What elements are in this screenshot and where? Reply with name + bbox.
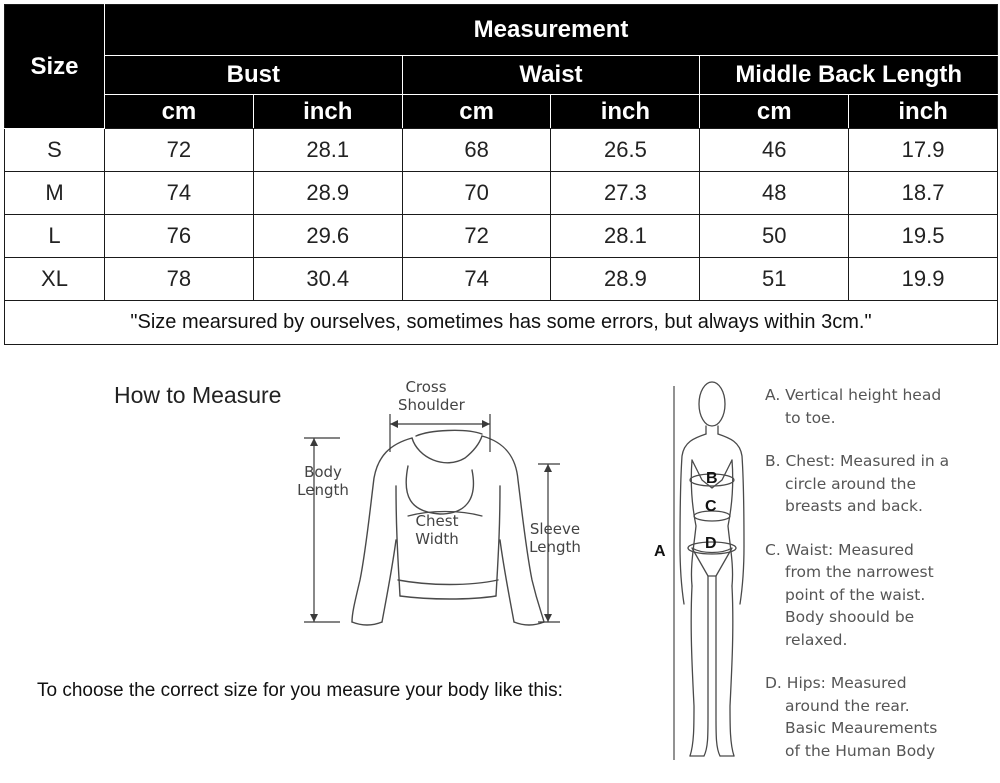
value-cell: 50: [700, 215, 849, 258]
chest-width-label: Chest Width: [415, 512, 459, 548]
value-cell: 26.5: [551, 129, 700, 172]
table-row: [5, 215, 998, 258]
tolerance-note: "Size mearsured by ourselves, sometimes has some errors, but always within 3cm.": [5, 301, 998, 345]
how-to-measure-title: How to Measure: [114, 382, 282, 408]
value-cell: 72: [402, 215, 551, 258]
body-length-label: Body Length: [297, 463, 349, 499]
value-cell: 70: [402, 172, 551, 215]
size-cell: M: [5, 172, 105, 215]
value-cell: 68: [402, 129, 551, 172]
value-cell: 28.9: [551, 258, 700, 301]
unit-header: cm: [700, 95, 849, 129]
mark-d: D: [705, 535, 717, 552]
value-cell: 19.5: [849, 215, 998, 258]
value-cell: 19.9: [849, 258, 998, 301]
mark-c: C: [705, 498, 717, 515]
measurement-header: Measurement: [105, 5, 998, 56]
unit-header: cm: [402, 95, 551, 129]
waist-header: Waist: [402, 56, 700, 95]
value-cell: 29.6: [253, 215, 402, 258]
size-chart-table: [4, 4, 998, 345]
legend-item-a: A. Vertical height head to toe.: [765, 386, 942, 427]
table-row: [5, 129, 998, 172]
value-cell: 46: [700, 129, 849, 172]
legend-item-c: C. Waist: Measured from the narrowest point of the waist. Body shoould be relaxed.: [765, 540, 934, 649]
size-cell: L: [5, 215, 105, 258]
legend-item-d: D. Hips: Measured around the rear. Basic Meaurements of the Human Body: [765, 674, 938, 760]
legend-item-b: B. Chest: Measured in a circle around the breasts and back.: [765, 452, 950, 515]
value-cell: 17.9: [849, 129, 998, 172]
table-row: [5, 172, 998, 215]
value-cell: 28.1: [551, 215, 700, 258]
measurement-legend: [765, 384, 995, 783]
unit-header: inch: [253, 95, 402, 129]
value-cell: 18.7: [849, 172, 998, 215]
bust-header: Bust: [105, 56, 403, 95]
size-cell: S: [5, 129, 105, 172]
value-cell: 78: [105, 258, 254, 301]
value-cell: 30.4: [253, 258, 402, 301]
mark-b: B: [706, 470, 718, 487]
value-cell: 76: [105, 215, 254, 258]
cross-shoulder-label: Cross Shoulder: [398, 378, 465, 414]
value-cell: 28.1: [253, 129, 402, 172]
value-cell: 51: [700, 258, 849, 301]
size-header: Size: [5, 5, 105, 129]
value-cell: 72: [105, 129, 254, 172]
sleeve-length-label: Sleeve Length: [529, 520, 581, 556]
unit-header: inch: [849, 95, 998, 129]
unit-header: cm: [105, 95, 254, 129]
value-cell: 74: [105, 172, 254, 215]
value-cell: 28.9: [253, 172, 402, 215]
human-body-figure: [668, 376, 758, 770]
value-cell: 27.3: [551, 172, 700, 215]
size-cell: XL: [5, 258, 105, 301]
table-row: [5, 258, 998, 301]
unit-header: inch: [551, 95, 700, 129]
value-cell: 48: [700, 172, 849, 215]
middle-back-length-header: Middle Back Length: [700, 56, 998, 95]
mark-a: A: [654, 543, 666, 560]
measure-instruction: To choose the correct size for you measure your body like this:: [37, 680, 563, 701]
value-cell: 74: [402, 258, 551, 301]
